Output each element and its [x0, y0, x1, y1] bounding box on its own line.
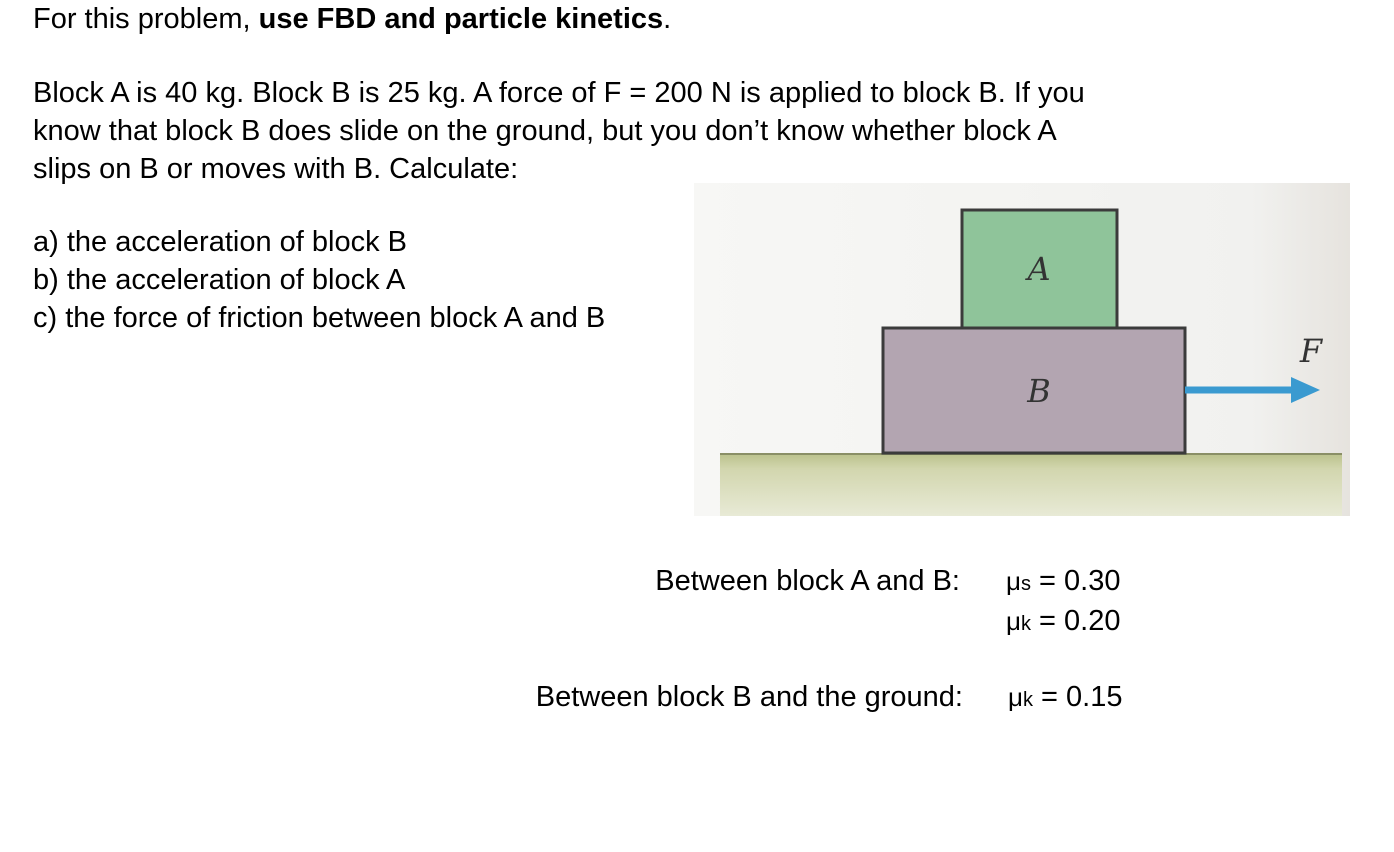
paragraph-line: know that block B does slide on the ground, but you don’t know whether block A — [33, 115, 1057, 147]
intro-prefix: For this problem, — [33, 3, 259, 35]
question-b: b) the acceleration of block A — [33, 264, 406, 296]
mu-symbol: μ — [1006, 566, 1021, 596]
mu-subscript: k — [1020, 613, 1031, 635]
bg-kinetic-coefficient — [1008, 678, 1122, 719]
blocks-figure — [694, 183, 1350, 516]
block-a-label: A — [1027, 250, 1051, 288]
ab-friction-label: Between block A and B: — [655, 565, 960, 597]
problem-paragraph — [33, 74, 1085, 188]
question-a: a) the acceleration of block B — [33, 226, 407, 258]
mu-subscript: s — [1020, 573, 1031, 595]
mu-value: = 0.15 — [1032, 681, 1123, 713]
bg-friction-label: Between block B and the ground: — [535, 681, 963, 713]
intro-suffix: . — [663, 3, 672, 35]
mu-symbol: μ — [1006, 606, 1021, 636]
mu-value: = 0.20 — [1030, 605, 1121, 637]
ab-static-coefficient — [1006, 562, 1120, 603]
paragraph-line: slips on B or moves with B. Calculate: — [33, 153, 519, 185]
blocks-diagram — [694, 183, 1350, 516]
mu-value: = 0.30 — [1030, 565, 1121, 597]
ab-kinetic-coefficient — [1006, 602, 1120, 643]
paragraph-line: Block A is 40 kg. Block B is 25 kg. A force of F = 200 N is applied to block B. If you — [33, 77, 1085, 109]
block-b-label: B — [1027, 372, 1051, 410]
force-label: F — [1299, 332, 1323, 370]
mu-subscript: k — [1022, 689, 1033, 711]
ground — [720, 453, 1342, 516]
intro-line — [33, 0, 671, 38]
question-list — [33, 223, 605, 337]
mu-symbol: μ — [1008, 682, 1023, 712]
question-c: c) the force of friction between block A and B — [33, 302, 606, 334]
intro-bold: use FBD and particle kinetics — [258, 3, 664, 35]
